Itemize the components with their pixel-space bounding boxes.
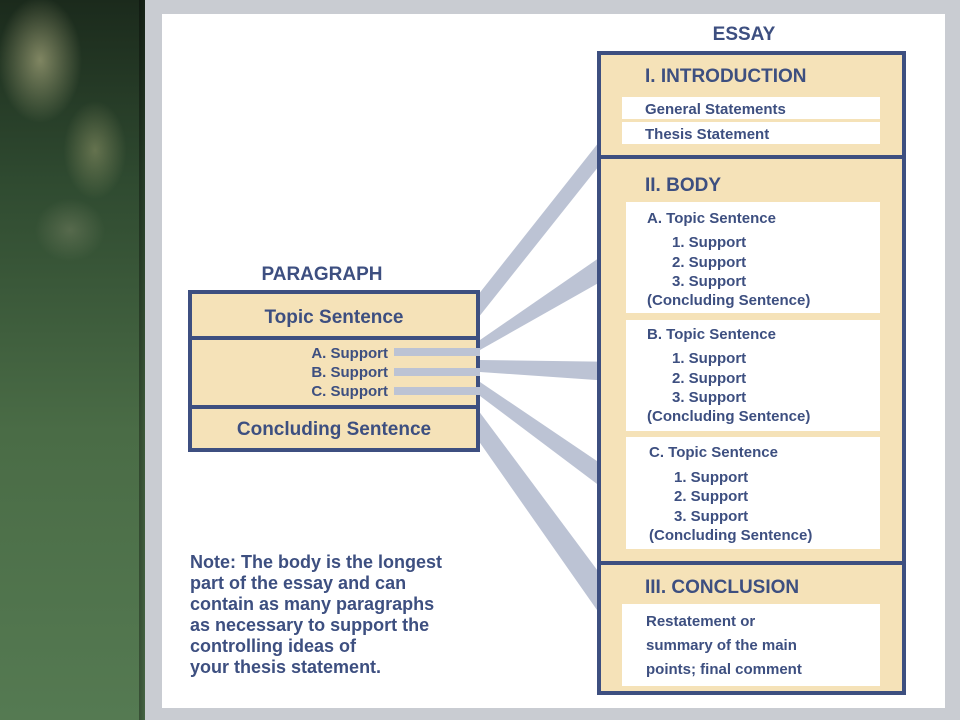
body-a-concluding-sentence: (Concluding Sentence): [647, 292, 811, 309]
conclusion-line-3: points; final comment: [646, 661, 802, 678]
conclusion-title: III. CONCLUSION: [645, 577, 800, 598]
paragraph-topic-sentence: Topic Sentence: [264, 307, 404, 328]
essay-heading: ESSAY: [712, 24, 776, 45]
paragraph-support-b: B. Support: [311, 364, 388, 381]
introduction-title: I. INTRODUCTION: [645, 66, 807, 87]
body-b-support-2: 2. Support: [672, 370, 747, 387]
paragraph-support-c: C. Support: [311, 383, 388, 400]
note-line-2: part of the essay and can: [190, 573, 407, 593]
paragraph-heading: PARAGRAPH: [261, 264, 383, 285]
note-line-1: Note: The body is the longest: [190, 552, 443, 572]
paragraph-support-a: A. Support: [311, 345, 388, 362]
body-b-support-3: 3. Support: [672, 389, 747, 406]
paragraph-concluding-sentence: Concluding Sentence: [236, 419, 432, 440]
conclusion-line-2: summary of the main: [646, 637, 797, 654]
support-c-stripe: [394, 387, 480, 395]
body-a-support-3: 3. Support: [672, 273, 747, 290]
body-c-support-2: 2. Support: [674, 488, 749, 505]
body-b-concluding-sentence: (Concluding Sentence): [647, 408, 811, 425]
body-a-support-2: 2. Support: [672, 254, 747, 271]
note-line-4: as necessary to support the: [190, 615, 430, 635]
body-c-topic-sentence: C. Topic Sentence: [649, 444, 778, 461]
essay-box: [599, 53, 904, 693]
note-line-3: contain as many paragraphs: [190, 594, 435, 614]
conclusion-line-1: Restatement or: [646, 613, 756, 630]
support-b-stripe: [394, 368, 480, 376]
body-title: II. BODY: [645, 175, 722, 196]
support-a-stripe: [394, 348, 480, 356]
note-line-6: your thesis statement.: [190, 657, 382, 677]
body-a-topic-sentence: A. Topic Sentence: [647, 210, 776, 227]
body-a-support-1: 1. Support: [672, 234, 747, 251]
note-line-5: controlling ideas of: [190, 636, 357, 656]
body-b-support-1: 1. Support: [672, 350, 747, 367]
general-statements: General Statements: [645, 101, 786, 118]
body-b-topic-sentence: B. Topic Sentence: [647, 326, 776, 343]
body-c-support-1: 1. Support: [674, 469, 749, 486]
body-c-support-3: 3. Support: [674, 508, 749, 525]
note-block: [190, 552, 442, 677]
thesis-statement: Thesis Statement: [645, 126, 770, 143]
paragraph-box: [190, 292, 480, 450]
body-c-concluding-sentence: (Concluding Sentence): [649, 527, 813, 544]
